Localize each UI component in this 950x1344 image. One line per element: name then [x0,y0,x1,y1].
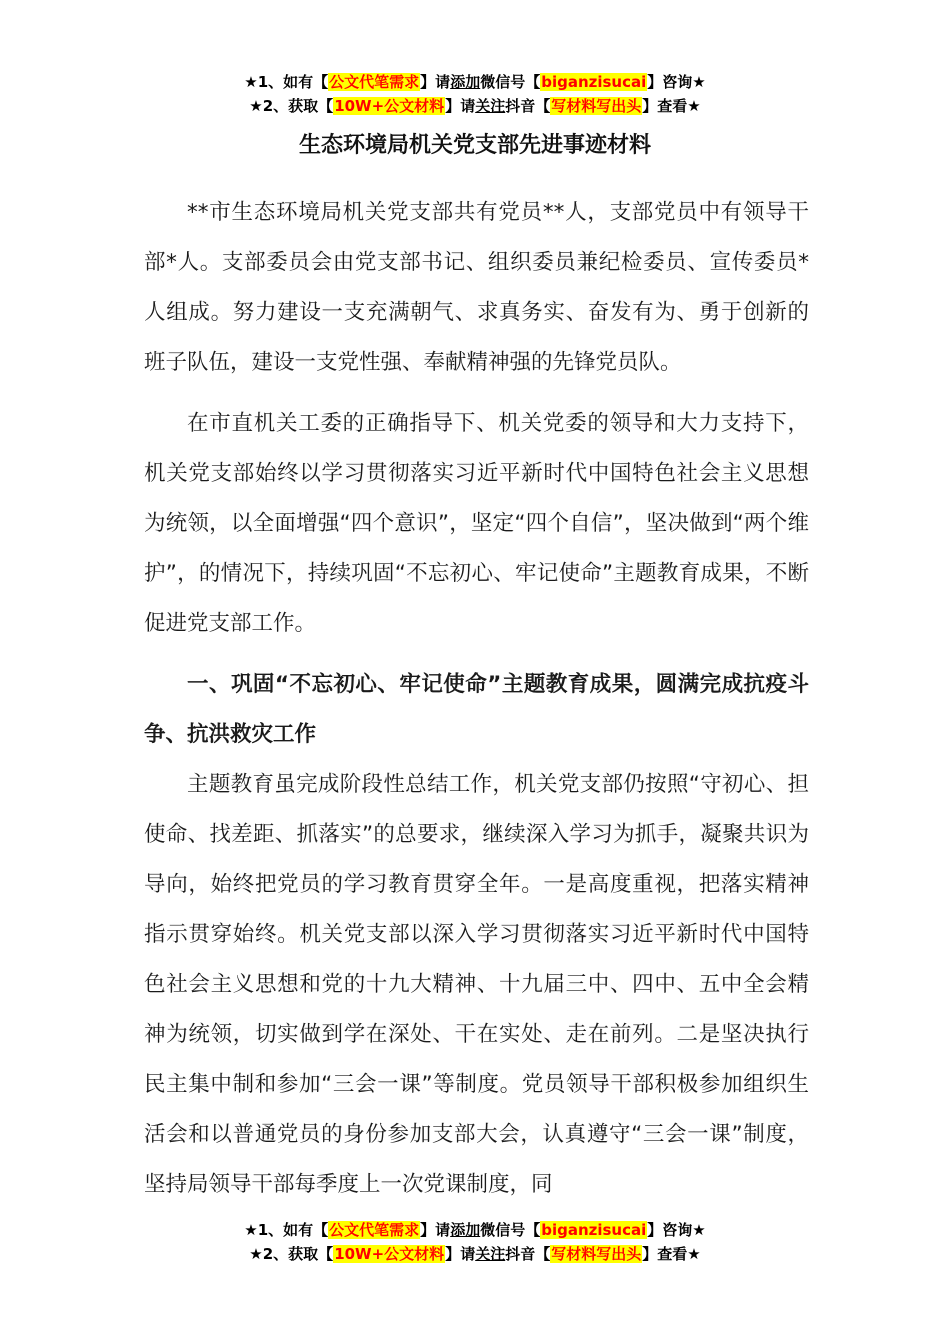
section-heading-1: 一、巩固“不忘初心、牢记使命”主题教育成果，圆满完成抗疫斗争、抗洪救灾工作 [144,672,809,747]
paragraph-theme-education: 主题教育虽完成阶段性总结工作，机关党支部仍按照“守初心、担使命、找差距、抓落实”的总要求，继续深入学习为抓手，凝聚共识为导向，始终把党员的学习教育贯穿全年。一是高度重视，把落实精神指示贯穿始终。机关党支部以深入学习贯彻落实习近平新时代中国特色社会主义思想和党的十九大精神、十九届三中、四中、五中全会精神为统领，切实做到学在深处、干在实处、走在前列。二是坚决执行民主集中制和参加“三会一课”等制度。党员领导干部积极参加组织生活会和以普通党员的身份参加支部大会，认真遵守“三会一课”制度，坚持局领导干部每季度上一次党课制度，同 [144,772,809,1197]
promo-line-1 [0,70,950,94]
promo-text: ★2、获取【 [249,97,334,115]
promo-text: 】查看★ [642,97,701,115]
promo-highlight: biganzisucai [541,1221,647,1239]
promo-text: 】请 [420,73,451,91]
promo-text: 微信号【 [480,1221,541,1239]
promo-line-2 [0,94,950,118]
promo-underline: 添加 [450,1221,481,1239]
promo-text: 】咨询★ [647,1221,706,1239]
promo-highlight: 写材料写出头 [551,97,642,115]
document-title: 生态环境局机关党支部先进事迹材料 [298,133,651,158]
promo-text: ★2、获取【 [249,1245,334,1263]
document-body [144,188,809,1210]
paragraph-guidance: 在市直机关工委的正确指导下、机关党委的领导和大力支持下，机关党支部始终以学习贯彻落实习近平新时代中国特色社会主义思想为统领，以全面增强“四个意识”，坚定“四个自信”，坚决做到“两个维护”，的情况下，持续巩固“不忘初心、牢记使命”主题教育成果，不断促进党支部工作。 [144,411,809,636]
promo-text: 】请 [420,1221,451,1239]
promo-text: ★1、如有【 [244,1221,329,1239]
promo-text: 】请 [445,1245,476,1263]
promo-text: 】咨询★ [647,73,706,91]
promo-line-2 [0,1242,950,1266]
promo-highlight: 10W+公文材料 [334,1245,445,1263]
promo-highlight: 写材料写出头 [551,1245,642,1263]
promo-underline: 关注 [475,1245,506,1263]
promo-underline: 添加 [450,73,481,91]
promo-text: 】请 [445,97,476,115]
promo-text: ★1、如有【 [244,73,329,91]
promo-text: 】查看★ [642,1245,701,1263]
promo-text: 抖音【 [505,97,551,115]
promo-highlight: 10W+公文材料 [334,97,445,115]
promo-highlight: biganzisucai [541,73,647,91]
promo-highlight: 公文代笔需求 [329,1221,420,1239]
promo-highlight: 公文代笔需求 [329,73,420,91]
promo-banner-top [0,70,950,118]
promo-banner-bottom [0,1218,950,1266]
promo-text: 微信号【 [480,73,541,91]
promo-text: 抖音【 [505,1245,551,1263]
promo-underline: 关注 [475,97,506,115]
promo-line-1 [0,1218,950,1242]
paragraph-intro: **市生态环境局机关党支部共有党员**人，支部党员中有领导干部*人。支部委员会由党支部书记、组织委员兼纪检委员、宣传委员*人组成。努力建设一支充满朝气、求真务实、奋发有为、勇于创新的班子队伍，建设一支党性强、奉献精神强的先锋党员队。 [144,200,809,375]
